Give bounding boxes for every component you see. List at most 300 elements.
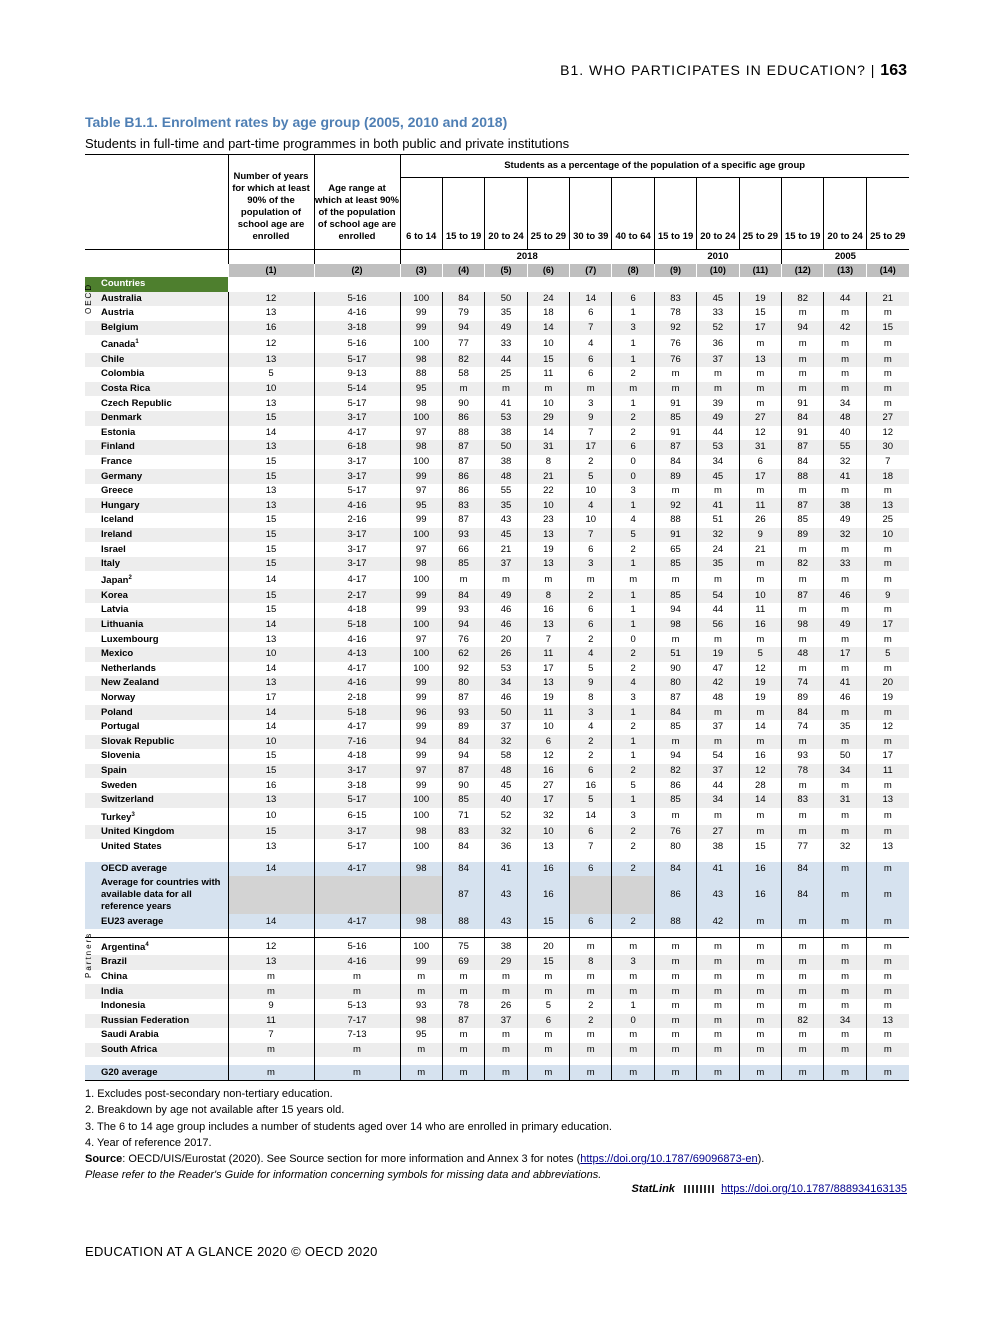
table-cell: 20 bbox=[866, 676, 908, 691]
table-cell: 33 bbox=[697, 306, 739, 321]
note-3: 3. The 6 to 14 age group includes a number of students aged over 14 who are enrolled in primary education. bbox=[85, 1120, 612, 1133]
column-number: (3) bbox=[400, 264, 442, 277]
table-cell: m bbox=[824, 955, 866, 970]
table-cell: 15 bbox=[228, 528, 314, 543]
table-cell: m bbox=[654, 735, 696, 750]
spacer-cell bbox=[866, 854, 908, 862]
table-cell: 12 bbox=[739, 662, 781, 677]
table-cell: 10 bbox=[570, 484, 612, 499]
table-cell: 37 bbox=[485, 1014, 527, 1029]
table-cell: m bbox=[654, 808, 696, 825]
table-cell: m bbox=[824, 542, 866, 557]
table-cell: 10 bbox=[739, 589, 781, 604]
table-cell: m bbox=[654, 1014, 696, 1029]
enrolment-table-container bbox=[85, 154, 908, 1081]
table-cell: m bbox=[697, 705, 739, 720]
country-name-text: Japan bbox=[101, 575, 129, 587]
country-name bbox=[85, 382, 228, 397]
table-cell: 11 bbox=[228, 1014, 314, 1029]
table-cell: 86 bbox=[654, 778, 696, 793]
table-cell: m bbox=[570, 970, 612, 985]
table-cell: m bbox=[782, 970, 824, 985]
table-cell: 97 bbox=[400, 426, 442, 441]
table-cell: m bbox=[739, 914, 781, 929]
table-cell: 74 bbox=[782, 720, 824, 735]
table-cell: 41 bbox=[824, 469, 866, 484]
table-cell: 66 bbox=[442, 542, 484, 557]
country-name-text: Canada bbox=[101, 339, 136, 351]
table-cell: 14 bbox=[228, 720, 314, 735]
table-cell: m bbox=[570, 938, 612, 956]
table-cell: 45 bbox=[485, 528, 527, 543]
spacer-cell bbox=[654, 929, 696, 938]
country-name bbox=[85, 970, 228, 985]
table-cell: m bbox=[570, 382, 612, 397]
table-row bbox=[85, 589, 909, 604]
table-cell: 82 bbox=[782, 557, 824, 572]
table-cell: 13 bbox=[228, 676, 314, 691]
table-cell: 16 bbox=[527, 764, 569, 779]
country-name-text: Colombia bbox=[101, 368, 145, 380]
year-blank-2 bbox=[228, 250, 314, 265]
table-cell: 2 bbox=[570, 749, 612, 764]
table-cell: 32 bbox=[527, 808, 569, 825]
table-cell: 12 bbox=[866, 720, 908, 735]
table-cell: m bbox=[654, 984, 696, 999]
table-cell: m bbox=[739, 808, 781, 825]
table-cell: 97 bbox=[400, 484, 442, 499]
table-cell: 2 bbox=[612, 542, 654, 557]
country-name bbox=[85, 1043, 228, 1058]
page-footer: EDUCATION AT A GLANCE 2020 © OECD 2020 bbox=[85, 1244, 378, 1259]
spacer-cell bbox=[485, 854, 527, 862]
table-cell: 7 bbox=[570, 528, 612, 543]
table-cell: 15 bbox=[527, 955, 569, 970]
table-cell: 13 bbox=[527, 676, 569, 691]
table-cell: 14 bbox=[228, 571, 314, 588]
table-row bbox=[85, 749, 909, 764]
spacer-cell bbox=[85, 854, 228, 862]
table-cell: m bbox=[739, 571, 781, 588]
table-cell: 4 bbox=[570, 720, 612, 735]
table-cell: m bbox=[866, 557, 908, 572]
country-name-text: Slovenia bbox=[101, 750, 141, 762]
table-cell: 10 bbox=[527, 498, 569, 513]
table-cell: 10 bbox=[527, 720, 569, 735]
table-cell: 32 bbox=[485, 735, 527, 750]
table-cell: m bbox=[824, 999, 866, 1014]
country-name bbox=[85, 321, 228, 336]
table-cell: 0 bbox=[612, 1014, 654, 1029]
country-name bbox=[85, 469, 228, 484]
table-cell: m bbox=[824, 705, 866, 720]
table-cell: 85 bbox=[442, 793, 484, 808]
spacer-cell bbox=[570, 929, 612, 938]
table-cell: 99 bbox=[400, 589, 442, 604]
table-cell: m bbox=[782, 662, 824, 677]
table-cell: 2 bbox=[612, 862, 654, 877]
table-cell: m bbox=[782, 914, 824, 929]
table-cell: 87 bbox=[442, 513, 484, 528]
spacer-cell bbox=[612, 854, 654, 862]
country-name-text: China bbox=[101, 971, 128, 983]
spacer-cell bbox=[866, 929, 908, 938]
table-cell: 42 bbox=[697, 914, 739, 929]
spacer-cell bbox=[782, 854, 824, 862]
table-row bbox=[85, 914, 909, 929]
statlink bbox=[632, 1183, 907, 1195]
table-cell: 75 bbox=[442, 938, 484, 956]
table-cell: 16 bbox=[739, 749, 781, 764]
table-cell: 92 bbox=[654, 321, 696, 336]
country-name bbox=[85, 396, 228, 411]
table-cell: 12 bbox=[527, 749, 569, 764]
table-cell: 87 bbox=[442, 440, 484, 455]
table-cell: 1 bbox=[612, 589, 654, 604]
table-cell: 7 bbox=[570, 839, 612, 854]
table-cell: 3-18 bbox=[314, 778, 400, 793]
country-name-text: Portugal bbox=[101, 721, 140, 733]
table-cell: 84 bbox=[782, 455, 824, 470]
table-cell: m bbox=[697, 1065, 739, 1080]
table-cell: 87 bbox=[442, 1014, 484, 1029]
table-cell: 98 bbox=[782, 618, 824, 633]
table-cell: m bbox=[697, 1014, 739, 1029]
table-cell: 43 bbox=[485, 914, 527, 929]
table-cell: 43 bbox=[485, 876, 527, 914]
country-name-text: Poland bbox=[101, 706, 133, 718]
table-cell bbox=[570, 876, 612, 914]
colnum-blank bbox=[85, 264, 228, 277]
table-cell: 58 bbox=[485, 749, 527, 764]
column-number: (6) bbox=[527, 264, 569, 277]
table-cell: 88 bbox=[400, 367, 442, 382]
table-cell: 37 bbox=[697, 353, 739, 368]
table-cell: m bbox=[866, 862, 908, 877]
country-name-text: OECD average bbox=[101, 863, 168, 875]
country-name-text: Korea bbox=[101, 589, 128, 601]
table-cell: 13 bbox=[228, 306, 314, 321]
table-cell: 5-18 bbox=[314, 618, 400, 633]
table-cell: 17 bbox=[824, 647, 866, 662]
table-cell: m bbox=[824, 914, 866, 929]
table-cell: 14 bbox=[228, 705, 314, 720]
table-cell: 13 bbox=[866, 839, 908, 854]
year-blank bbox=[85, 250, 228, 265]
table-cell: m bbox=[782, 735, 824, 750]
table-cell: m bbox=[866, 603, 908, 618]
table-cell: m bbox=[824, 632, 866, 647]
table-cell: 55 bbox=[824, 440, 866, 455]
table-cell: 17 bbox=[527, 793, 569, 808]
table-cell: m bbox=[485, 1065, 527, 1080]
table-cell: 2 bbox=[612, 720, 654, 735]
spacer-row bbox=[85, 929, 909, 938]
table-cell: 3 bbox=[612, 955, 654, 970]
table-cell: 97 bbox=[400, 764, 442, 779]
table-cell: 97 bbox=[400, 542, 442, 557]
table-cell: 15 bbox=[228, 411, 314, 426]
table-cell: 35 bbox=[824, 720, 866, 735]
table-cell: 15 bbox=[228, 513, 314, 528]
table-row bbox=[85, 808, 909, 825]
countries-label: Countries bbox=[85, 277, 228, 292]
table-cell: 87 bbox=[442, 691, 484, 706]
source-link[interactable]: https://doi.org/10.1787/69096873-en bbox=[580, 1153, 758, 1166]
table-cell: m bbox=[442, 1043, 484, 1058]
spacer-cell bbox=[485, 929, 527, 938]
table-cell: 88 bbox=[442, 426, 484, 441]
country-name bbox=[85, 306, 228, 321]
table-row bbox=[85, 396, 909, 411]
country-name bbox=[85, 676, 228, 691]
table-cell: 45 bbox=[697, 292, 739, 307]
table-cell: 39 bbox=[697, 396, 739, 411]
table-cell: m bbox=[824, 735, 866, 750]
table-cell: 95 bbox=[400, 1028, 442, 1043]
table-cell: 7-13 bbox=[314, 1028, 400, 1043]
table-cell: 5 bbox=[570, 469, 612, 484]
table-cell: 3-17 bbox=[314, 764, 400, 779]
source-text: : OECD/UIS/Eurostat (2020). See Source section for more information and Annex 3 for notes ( bbox=[122, 1153, 581, 1166]
table-cell: m bbox=[654, 970, 696, 985]
table-cell: m bbox=[697, 1043, 739, 1058]
table-cell: m bbox=[314, 1065, 400, 1080]
footnote-marker: 1 bbox=[135, 339, 139, 346]
table-cell: 38 bbox=[485, 455, 527, 470]
spacer-cell bbox=[697, 929, 739, 938]
table-cell: 3 bbox=[612, 484, 654, 499]
table-cell: m bbox=[782, 484, 824, 499]
table-cell: 78 bbox=[782, 764, 824, 779]
table-cell: 15 bbox=[228, 557, 314, 572]
table-cell: 37 bbox=[485, 720, 527, 735]
table-cell: 32 bbox=[824, 528, 866, 543]
table-cell: 49 bbox=[485, 321, 527, 336]
table-cell: 5-16 bbox=[314, 938, 400, 956]
table-cell bbox=[314, 876, 400, 914]
table-cell: 89 bbox=[654, 469, 696, 484]
table-cell: m bbox=[739, 367, 781, 382]
spacer-cell bbox=[654, 1057, 696, 1065]
table-cell: 13 bbox=[228, 793, 314, 808]
country-name-text: New Zealand bbox=[101, 677, 160, 689]
table-cell: 30 bbox=[866, 440, 908, 455]
spacer-cell bbox=[314, 854, 400, 862]
spacer-cell bbox=[442, 929, 484, 938]
table-cell: 100 bbox=[400, 839, 442, 854]
table-cell: m bbox=[442, 571, 484, 588]
table-cell: 100 bbox=[400, 335, 442, 352]
table-cell: 10 bbox=[527, 825, 569, 840]
table-cell: 35 bbox=[485, 498, 527, 513]
country-name bbox=[85, 455, 228, 470]
country-name bbox=[85, 632, 228, 647]
table-cell: m bbox=[782, 367, 824, 382]
country-name-text: Finland bbox=[101, 441, 135, 453]
country-name-text: Norway bbox=[101, 692, 136, 704]
table-cell: m bbox=[824, 484, 866, 499]
country-name-text: Slovak Republic bbox=[101, 735, 175, 747]
table-cell: 100 bbox=[400, 793, 442, 808]
country-name bbox=[85, 528, 228, 543]
table-cell: m bbox=[314, 970, 400, 985]
table-cell: 9-13 bbox=[314, 367, 400, 382]
table-cell: 9 bbox=[228, 999, 314, 1014]
year-2018: 2018 bbox=[400, 250, 654, 265]
table-cell: 46 bbox=[485, 603, 527, 618]
spacer-cell bbox=[485, 1057, 527, 1065]
table-cell: 1 bbox=[612, 618, 654, 633]
table-cell: 37 bbox=[697, 720, 739, 735]
table-cell: 4-16 bbox=[314, 498, 400, 513]
table-cell: 94 bbox=[654, 749, 696, 764]
table-title: Table B1.1. Enrolment rates by age group (2005, 2010 and 2018) bbox=[85, 114, 508, 130]
table-cell: 7 bbox=[570, 321, 612, 336]
table-cell: m bbox=[612, 1043, 654, 1058]
table-cell: 5 bbox=[570, 662, 612, 677]
table-cell: m bbox=[782, 938, 824, 956]
table-cell: 4-17 bbox=[314, 571, 400, 588]
table-cell: 13 bbox=[228, 396, 314, 411]
country-name bbox=[85, 938, 228, 956]
table-cell: m bbox=[654, 571, 696, 588]
table-cell: 5-17 bbox=[314, 484, 400, 499]
table-cell: 10 bbox=[228, 382, 314, 397]
table-cell: 44 bbox=[824, 292, 866, 307]
table-cell: 91 bbox=[782, 396, 824, 411]
age-header: 6 to 14 bbox=[400, 178, 442, 250]
table-cell: 14 bbox=[228, 426, 314, 441]
table-row bbox=[85, 735, 909, 750]
table-cell: 97 bbox=[400, 632, 442, 647]
table-cell: 3-18 bbox=[314, 321, 400, 336]
table-cell: 48 bbox=[782, 647, 824, 662]
table-cell: 94 bbox=[442, 618, 484, 633]
table-cell: m bbox=[824, 662, 866, 677]
table-cell: m bbox=[866, 542, 908, 557]
table-cell: m bbox=[782, 353, 824, 368]
table-cell: m bbox=[739, 1065, 781, 1080]
table-cell: 9 bbox=[570, 411, 612, 426]
table-cell: m bbox=[570, 1043, 612, 1058]
table-cell: 12 bbox=[228, 938, 314, 956]
table-row bbox=[85, 292, 909, 307]
table-cell: 85 bbox=[654, 411, 696, 426]
table-cell: m bbox=[739, 938, 781, 956]
table-cell: m bbox=[697, 955, 739, 970]
table-cell: m bbox=[782, 571, 824, 588]
spacer-cell bbox=[85, 1057, 228, 1065]
table-cell: 65 bbox=[654, 542, 696, 557]
country-name bbox=[85, 647, 228, 662]
table-cell: 10 bbox=[866, 528, 908, 543]
spacer-cell bbox=[739, 1057, 781, 1065]
country-name-text: Austria bbox=[101, 307, 134, 319]
table-cell: 84 bbox=[442, 862, 484, 877]
table-cell: 0 bbox=[612, 469, 654, 484]
table-cell: 5 bbox=[612, 778, 654, 793]
table-cell: 45 bbox=[697, 469, 739, 484]
table-cell: 7 bbox=[866, 455, 908, 470]
table-cell: 38 bbox=[824, 498, 866, 513]
table-cell: 13 bbox=[527, 839, 569, 854]
age-header: 15 to 19 bbox=[442, 178, 484, 250]
table-cell: 24 bbox=[697, 542, 739, 557]
table-cell: 100 bbox=[400, 662, 442, 677]
table-cell: 8 bbox=[527, 455, 569, 470]
table-cell: 21 bbox=[527, 469, 569, 484]
country-name-text: Israel bbox=[101, 543, 126, 555]
country-name-text: Chile bbox=[101, 353, 125, 365]
table-cell: 5-17 bbox=[314, 353, 400, 368]
table-cell: 82 bbox=[782, 292, 824, 307]
statlink-url[interactable]: https://doi.org/10.1787/888934163135 bbox=[721, 1183, 907, 1195]
table-cell: 11 bbox=[739, 498, 781, 513]
table-cell: m bbox=[612, 1065, 654, 1080]
table-cell: 31 bbox=[824, 793, 866, 808]
table-cell: m bbox=[824, 938, 866, 956]
table-cell: 6 bbox=[570, 306, 612, 321]
table-row bbox=[85, 839, 909, 854]
table-cell: 16 bbox=[739, 618, 781, 633]
country-name-text: Saudi Arabia bbox=[101, 1029, 159, 1041]
table-row bbox=[85, 691, 909, 706]
country-name-text: Switzerland bbox=[101, 794, 154, 806]
table-cell: m bbox=[782, 1028, 824, 1043]
country-name-text: Hungary bbox=[101, 499, 140, 511]
spacer-cell bbox=[442, 854, 484, 862]
table-cell: 6 bbox=[612, 440, 654, 455]
table-cell: 17 bbox=[866, 618, 908, 633]
table-cell: 2 bbox=[612, 764, 654, 779]
table-cell: 44 bbox=[697, 603, 739, 618]
table-cell: 10 bbox=[527, 335, 569, 352]
table-cell: 3 bbox=[570, 396, 612, 411]
spacer-cell bbox=[314, 1057, 400, 1065]
spacer-cell bbox=[400, 854, 442, 862]
table-cell: 3 bbox=[570, 705, 612, 720]
table-cell: 44 bbox=[485, 353, 527, 368]
table-cell: 13 bbox=[527, 618, 569, 633]
table-cell: 32 bbox=[824, 455, 866, 470]
table-cell: m bbox=[570, 1028, 612, 1043]
footnote-marker: 4 bbox=[145, 942, 149, 949]
table-cell: m bbox=[739, 1014, 781, 1029]
table-cell: 6 bbox=[570, 764, 612, 779]
column-number: (13) bbox=[824, 264, 866, 277]
table-cell: 1 bbox=[612, 749, 654, 764]
table-cell: 80 bbox=[654, 676, 696, 691]
table-cell: m bbox=[612, 382, 654, 397]
table-cell: 82 bbox=[442, 353, 484, 368]
country-name-text: India bbox=[101, 985, 124, 997]
table-cell: 2 bbox=[612, 647, 654, 662]
spacer-cell bbox=[314, 929, 400, 938]
statlink-icon bbox=[684, 1185, 714, 1193]
table-cell: m bbox=[739, 1028, 781, 1043]
footnote-marker: 2 bbox=[128, 575, 132, 582]
table-cell: m bbox=[527, 1065, 569, 1080]
table-cell: 11 bbox=[527, 367, 569, 382]
footnote-marker: 3 bbox=[131, 811, 135, 818]
country-name bbox=[85, 513, 228, 528]
age-header: 15 to 19 bbox=[654, 178, 696, 250]
spacer-cell bbox=[824, 854, 866, 862]
spacer-cell bbox=[228, 854, 314, 862]
table-cell: 42 bbox=[824, 321, 866, 336]
table-cell: 77 bbox=[782, 839, 824, 854]
